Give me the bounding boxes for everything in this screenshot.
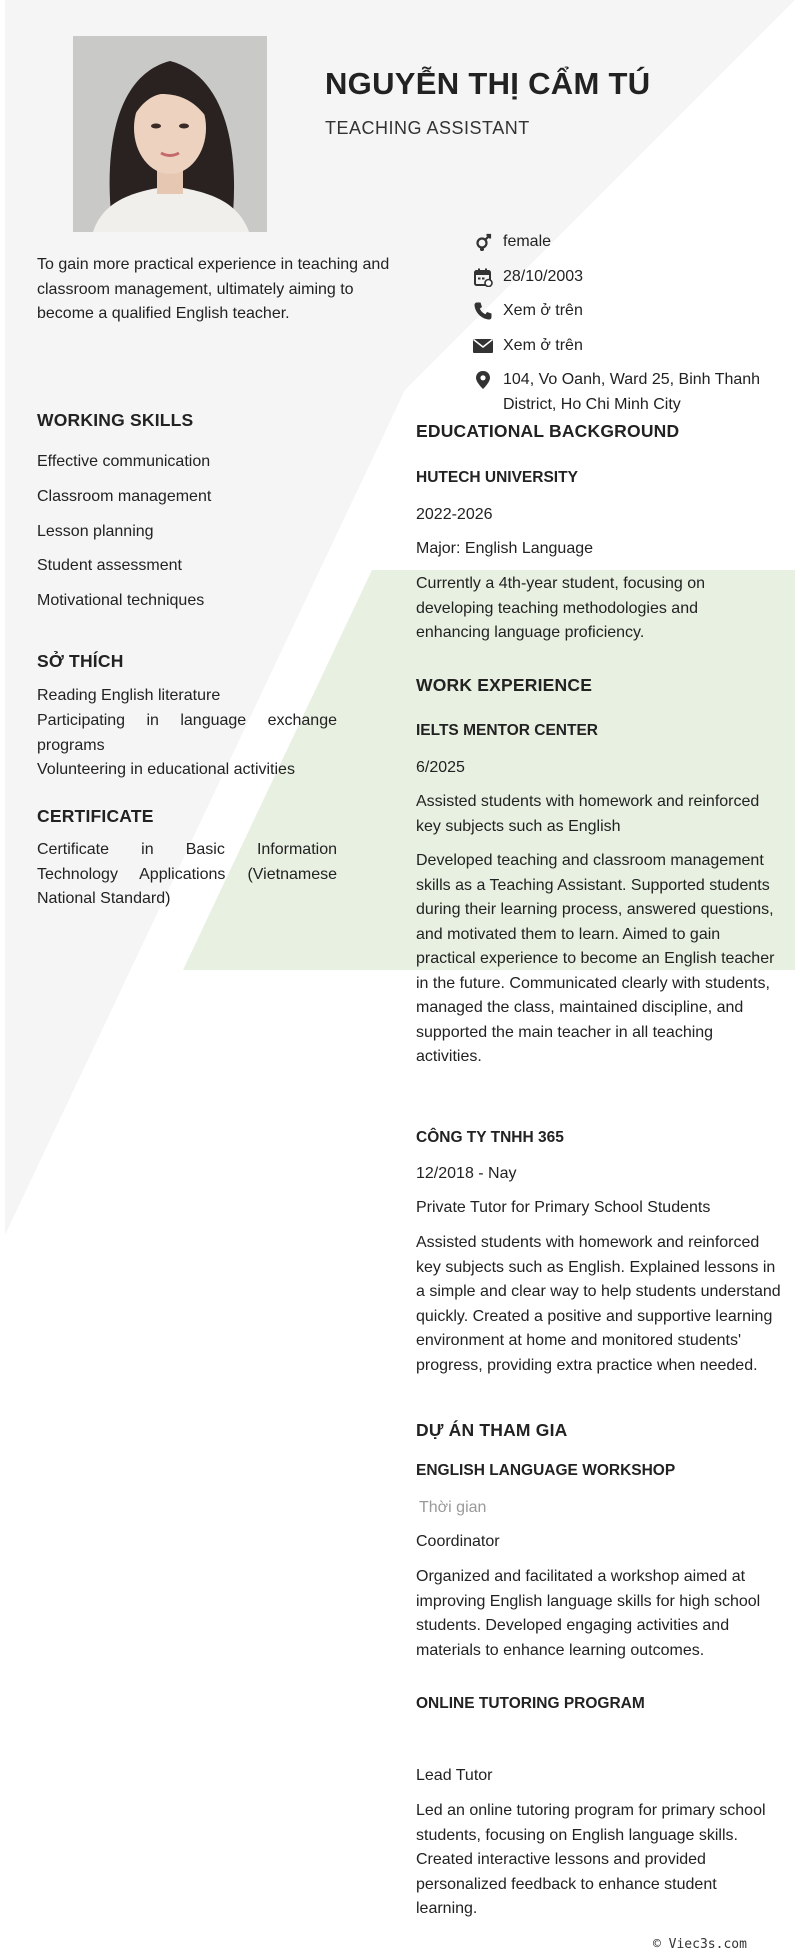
candidate-name: NGUYỄN THỊ CẨM TÚ	[325, 66, 651, 101]
gender-value: female	[503, 233, 552, 250]
contact-birthdate	[471, 265, 771, 290]
project-name: ENGLISH LANGUAGE WORKSHOP	[416, 1462, 676, 1479]
birthdate-value: 28/10/2003	[503, 267, 584, 285]
job-description: Assisted students with homework and reinforced key subjects such as English. Explained lessons in a simple and clear way to help students understand quickly. Created a positive and supportive learning environment at home and monitored students' progress, providing extra practice when needed.	[416, 1234, 781, 1374]
email-icon	[471, 334, 495, 358]
education-period: 2022-2026	[416, 506, 493, 523]
contact-email[interactable]	[471, 334, 771, 359]
profile-photo	[73, 36, 267, 232]
location-pin-icon	[471, 368, 495, 392]
contact-phone[interactable]	[471, 299, 771, 324]
skills-heading: WORKING SKILLS	[37, 410, 194, 430]
education-description: Currently a 4th-year student, focusing on developing teaching methodologies and enhancing language proficiency.	[416, 575, 706, 641]
job-period: 12/2018 - Nay	[416, 1165, 517, 1182]
career-objective: To gain more practical experience in teaching and classroom management, ultimately aiming to become a qualified English teacher.	[37, 256, 390, 322]
email-value: Xem ở trên	[503, 336, 583, 354]
skill-item: Classroom management	[37, 488, 212, 505]
gender-icon	[471, 230, 495, 254]
project-role: Lead Tutor	[416, 1767, 493, 1784]
hobbies-heading: SỞ THÍCH	[37, 651, 124, 671]
skill-item: Lesson planning	[37, 523, 154, 540]
projects-heading: DỰ ÁN THAM GIA	[416, 1420, 568, 1440]
job-title: TEACHING ASSISTANT	[325, 118, 530, 138]
hobby-item: Participating in language exchange programs	[37, 712, 337, 754]
address-value: 104, Vo Oanh, Ward 25, Binh Thanh District, Ho Chi Minh City	[503, 371, 761, 413]
project-role: Coordinator	[416, 1533, 500, 1550]
job-period: 6/2025	[416, 759, 465, 776]
job-company: IELTS MENTOR CENTER	[416, 722, 598, 739]
job-role: Assisted students with homework and reinforced key subjects such as English	[416, 793, 760, 835]
hobby-item: Reading English literature	[37, 687, 221, 704]
watermark: © Viec3s.com	[653, 1937, 747, 1952]
certificate-heading: CERTIFICATE	[37, 806, 154, 826]
skill-item: Student assessment	[37, 557, 182, 574]
phone-value: Xem ở trên	[503, 302, 583, 319]
work-heading: WORK EXPERIENCE	[416, 675, 593, 695]
job-company: CÔNG TY TNHH 365	[416, 1129, 564, 1146]
certificate-text: Certificate in Basic Information Technology Applications (Vietnamese National Standard)	[37, 841, 337, 907]
job-role: Private Tutor for Primary School Students	[416, 1199, 711, 1216]
education-school: HUTECH UNIVERSITY	[416, 469, 578, 486]
project-description: Led an online tutoring program for primary school students, focusing on English language skills. Created interactive lessons and provided personalized feedback to enhance student learning.	[416, 1802, 766, 1917]
avatar	[73, 36, 267, 232]
phone-icon	[471, 299, 495, 323]
contact-info	[471, 230, 771, 430]
education-major: Major: English Language	[416, 540, 594, 557]
contact-gender	[471, 230, 771, 255]
skill-item: Motivational techniques	[37, 592, 205, 609]
project-name: ONLINE TUTORING PROGRAM	[416, 1695, 645, 1712]
job-description: Developed teaching and classroom management skills as a Teaching Assistant. Supported students during their learning process, answered questions, and motivated them to learn. Aimed to gain practical experience to become an English teacher in the future. Communicated clearly with students, managed the class, maintained discipline, and supported the main teacher in all teaching activities.	[416, 852, 775, 1065]
calendar-icon	[471, 265, 495, 289]
education-heading: EDUCATIONAL BACKGROUND	[416, 421, 680, 441]
project-time: Thời gian	[419, 1499, 487, 1516]
project-description: Organized and facilitated a workshop aimed at improving English language skills for high school students. Developed engaging activities and materials to enhance learning outcomes.	[416, 1568, 761, 1659]
contact-address	[471, 368, 771, 420]
skill-item: Effective communication	[37, 453, 211, 470]
hobby-item: Volunteering in educational activities	[37, 761, 295, 778]
